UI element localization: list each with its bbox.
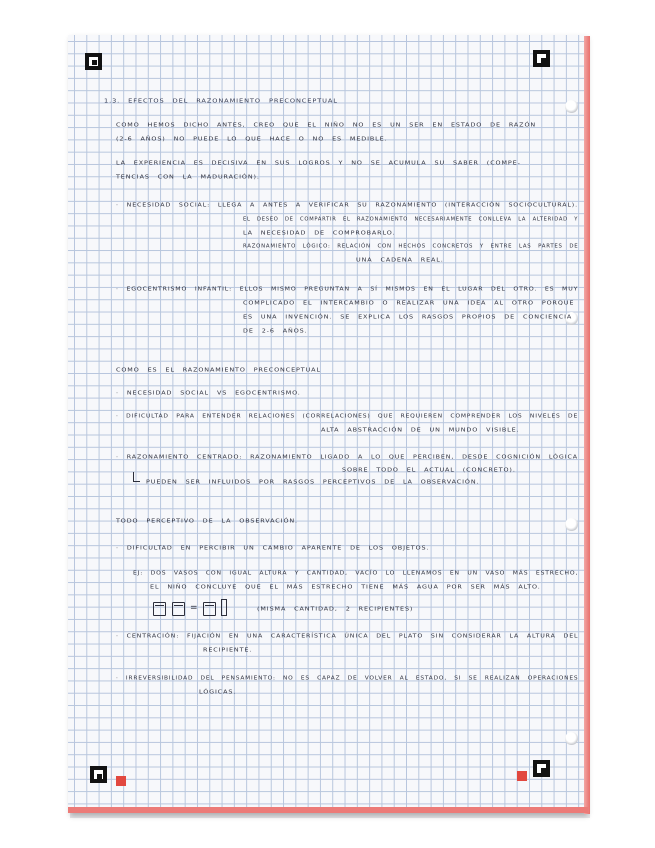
bullet-egocentrism-line-4: DE 2-6 AÑOS. <box>243 327 308 335</box>
bullet-egocentrism-line-3: ES UNA INVENCIÓN. SE EXPLICA LOS RASGOS PROPIOS DE CONCIENCIA <box>243 313 573 321</box>
red-bottom-strip <box>68 807 588 813</box>
point-irreversibility-line-2: LÓGICAS. <box>199 688 237 696</box>
point-irreversibility-line-1: · IRREVERSIBILIDAD DEL PENSAMIENTO: NO ES CAPAZ DE VOLVER AL ESTADO, SI SE REALIZAN OPERACIONES <box>116 674 579 682</box>
red-square-bottom-left <box>116 776 126 786</box>
bullet-social-line-5: UNA CADENA REAL. <box>356 256 444 264</box>
red-square-bottom-right <box>517 771 527 781</box>
sub-point-bracket <box>133 472 140 482</box>
point-centration-line-1: · CENTRACIÓN: FIJACIÓN EN UNA CARACTERÍSTICA ÚNICA DEL PLATO SIN CONSIDERAR LA ALTURA DEL <box>116 632 579 640</box>
equals-sign: = <box>190 603 198 613</box>
bullet-social-line-2: EL DESEO DE COMPARTIR EL RAZONAMIENTO NECESARIAMENTE CONLLEVA LA ALTERIDAD Y <box>243 215 579 223</box>
corner-marker-bottom-left <box>90 766 107 783</box>
point-perceive-change: · DIFICULTAD EN PERCIBIR UN CAMBIO APARENTE DE LOS OBJETOS. <box>116 544 430 552</box>
point-centered-line-1: · RAZONAMIENTO CENTRADO: RAZONAMIENTO LIGADO A LO QUE PERCIBEN, DESDE COGNICIÓN LÓGICA <box>116 453 578 461</box>
example-line-2: EL NIÑO CONCLUYE QUE EL MÁS ESTRECHO TIENE MÁS AGUA POR SER MÁS ALTO. <box>150 583 541 591</box>
example-line-1: EJ: DOS VASOS CON IGUAL ALTURA Y CANTIDAD, VACÍO LO LLENAMOS EN UN VASO MÁS ESTRECHO, <box>133 569 579 577</box>
notebook-page <box>68 35 586 813</box>
corner-marker-top-left <box>85 53 102 70</box>
point-centered-line-3: PUEDEN SER INFLUIDOS POR RASGOS PERCEPTIVOS DE LA OBSERVACIÓN. <box>146 478 480 486</box>
heading-perceptive: TODO PERCEPTIVO DE LA OBSERVACIÓN. <box>116 517 298 525</box>
binder-hole-top <box>565 100 578 113</box>
bullet-social-line-4: RAZONAMIENTO LÓGICO: RELACIÓN CON HECHOS CONCRETOS Y ENTRE LAS PARTES DE <box>243 242 579 250</box>
glass-wide-2-icon <box>172 602 185 616</box>
influence-line-2: TENCIAS CON LA MADURACIÓN). <box>116 173 260 181</box>
point-difficulty-line-2: ALTA ABSTRACCIÓN DE UN MUNDO VISIBLE. <box>321 426 520 434</box>
bullet-egocentrism-line-2: COMPLICADO EL INTERCAMBIO O REALIZAR UNA IDEA AL OTRO PORQUE <box>243 299 575 307</box>
influence-line-1: LA EXPERIENCIA ES DECISIVA EN SUS LOGROS Y NO SE ACUMULA SU SABER (COMPE- <box>116 159 521 167</box>
corner-marker-top-right <box>533 50 550 67</box>
bullet-social-line-1: · NECESIDAD SOCIAL: LLEGA A ANTES A VERIFICAR SU RAZONAMIENTO (INTERACCIÓN SOCIOCULTURAL). <box>116 201 578 209</box>
intro-line-1: COMO HEMOS DICHO ANTES, CREO QUE EL NIÑO NO ES UN SER EN ESTADO DE RAZÓN <box>116 121 537 129</box>
intro-line-2: (2-6 AÑOS) NO PUEDE LO QUE HACE O NO ES MEDIBLE. <box>116 135 388 143</box>
bullet-social-line-3: LA NECESIDAD DE COMPROBARLO. <box>243 229 396 237</box>
point-centration-line-2: RECIPIENTE. <box>203 646 253 654</box>
heading-reasoning: COMO ES EL RAZONAMIENTO PRECONCEPTUAL <box>116 366 321 374</box>
section-title: 1.3. EFECTOS DEL RAZONAMIENTO PRECONCEPTUAL <box>104 97 338 105</box>
binder-hole-bottom <box>565 732 578 745</box>
corner-marker-bottom-right <box>533 760 550 777</box>
point-centered-line-2: SOBRE TODO EL ACTUAL (CONCRETO). <box>342 466 516 474</box>
glass-wide-1-icon <box>153 602 166 616</box>
bullet-egocentrism-line-1: · EGOCENTRISMO INFANTIL: ELLOS MISMO PREGUNTAN A SÍ MISMOS EN EL LUGAR DEL OTRO. ES MUY <box>116 285 579 293</box>
point-difficulty-line-1: · DIFICULTAD PARA ENTENDER RELACIONES (CORRELACIONES) QUE REQUIEREN COMPRENDER LOS NIVELES DE <box>116 412 579 420</box>
diagram-caption: (MISMA CANTIDAD, 2 RECIPIENTES) <box>257 605 414 613</box>
red-margin-strip <box>584 36 590 814</box>
binder-hole-lower-middle <box>565 518 578 531</box>
glass-tall-icon <box>221 599 227 616</box>
point-social-vs-egocentrism: · NECESIDAD SOCIAL VS EGOCENTRISMO. <box>116 389 301 397</box>
glass-wide-3-icon <box>203 602 216 616</box>
